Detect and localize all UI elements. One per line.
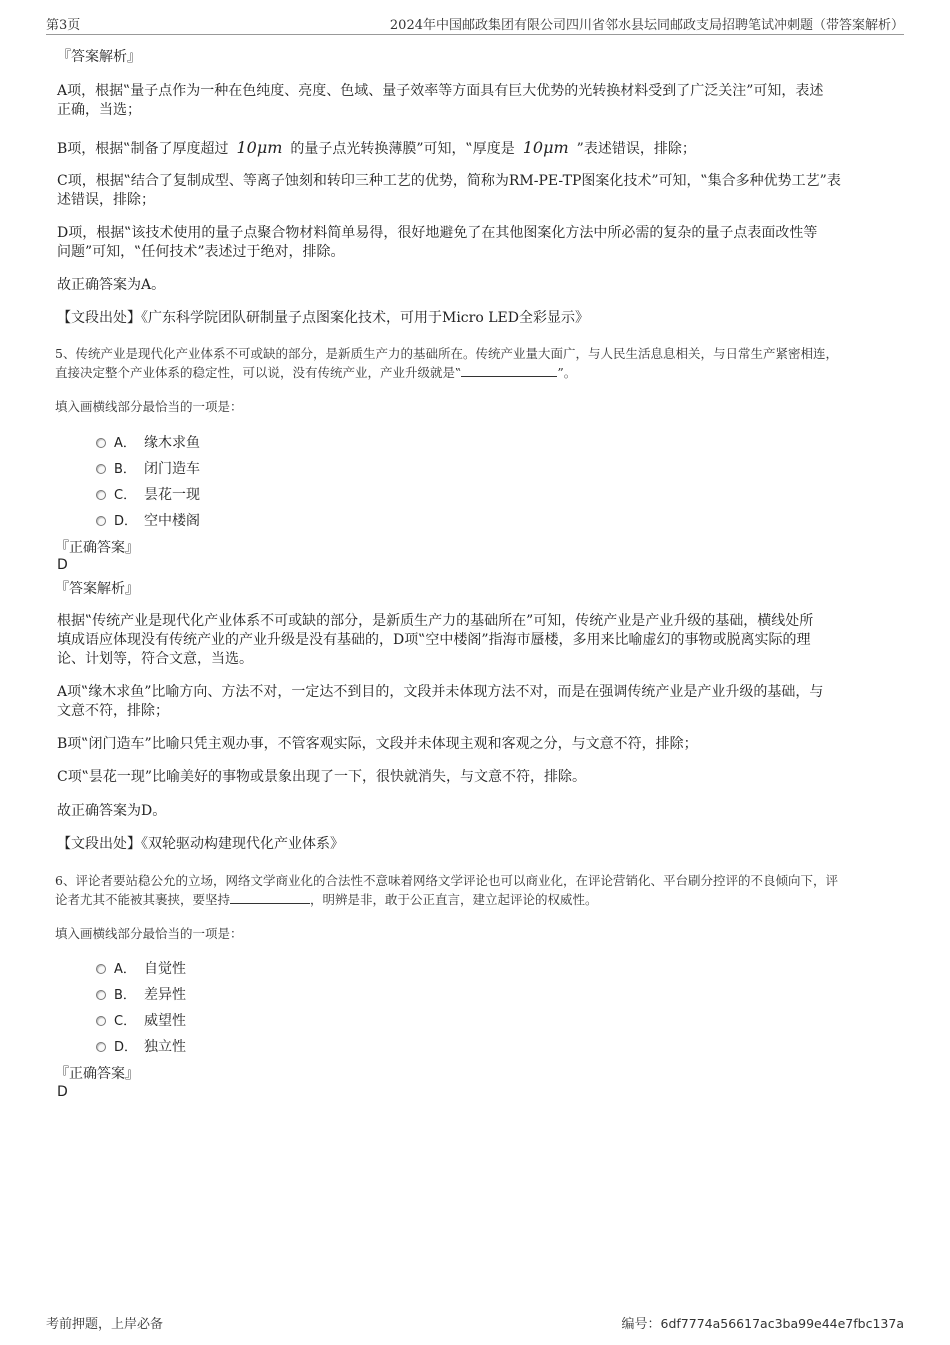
option-letter: C．: [114, 488, 137, 503]
radio-icon[interactable]: [96, 438, 106, 448]
footer-code-value: 6df7774a56617ac3ba99e44e7fbc137a: [660, 1316, 904, 1331]
q5-option-c[interactable]: [96, 486, 200, 505]
q5-question-line2: [55, 363, 900, 382]
q5-analysis-label: 『答案解析』: [55, 581, 139, 597]
q4-math-10um-2: 10μm: [522, 138, 569, 157]
option-letter: C．: [114, 1014, 137, 1029]
q5-correct-answer: D: [57, 557, 68, 573]
q5-analysis-main-line3: 论、计划等，符合文意，当选。: [57, 651, 253, 667]
q4-analysis-b-mid: 的量子点光转换薄膜”可知，‟厚度是: [290, 141, 515, 157]
q5-analysis-a: [57, 683, 897, 721]
q4-analysis-a: [57, 82, 897, 120]
q6-option-b[interactable]: [96, 986, 186, 1005]
q5-blank: [461, 364, 557, 377]
q4-analysis-label: 『答案解析』: [57, 49, 141, 65]
q6-option-a[interactable]: [96, 960, 186, 979]
option-text: 空中楼阁: [144, 513, 200, 529]
page-footer: [46, 1313, 904, 1331]
option-letter: B．: [114, 988, 136, 1003]
q4-analysis-c-line2: 述错误，排除；: [57, 192, 155, 208]
q6-option-c[interactable]: [96, 1012, 186, 1031]
footer-code-label: 编号：: [621, 1317, 661, 1332]
q4-analysis-c-line1: C项，根据‟结合了复制成型、等离子蚀刻和转印三种工艺的优势，简称为RM-PE-TP图案化技术”可知，‟集合多种优势工艺”表: [57, 173, 841, 189]
q5-question: [55, 344, 900, 382]
option-letter: D．: [114, 1040, 138, 1055]
q5-analysis-a-line2: 文意不符，排除；: [57, 703, 169, 719]
q4-analysis-a-line2: 正确，当选；: [57, 102, 141, 118]
q6-question: [55, 871, 900, 909]
q5-prompt: 填入画横线部分最恰当的一项是：: [55, 399, 243, 414]
q6-question-line1: 6、评论者要站稳公允的立场，网络文学商业化的合法性不意味着网络文学评论也可以商业化，在评论营销化、平台刷分控评的不良倾向下，评: [55, 873, 838, 888]
q5-source: 【文段出处】《双轮驱动构建现代化产业体系》: [57, 836, 344, 852]
q6-correct-answer: D: [57, 1084, 68, 1100]
q4-analysis-a-line1: A项，根据‟量子点作为一种在色纯度、亮度、色域、量子效率等方面具有巨大优势的光转换材料受到了广泛关注”可知，表述: [57, 83, 824, 99]
q5-option-b[interactable]: [96, 460, 200, 479]
q5-analysis-main: [57, 612, 897, 669]
q5-question-line2-post: ”。: [557, 365, 577, 380]
option-text: 差异性: [144, 987, 186, 1003]
radio-icon[interactable]: [96, 516, 106, 526]
q4-analysis-d: [57, 224, 897, 262]
q4-analysis-c: [57, 172, 897, 210]
radio-icon[interactable]: [96, 464, 106, 474]
q6-prompt: 填入画横线部分最恰当的一项是：: [55, 926, 243, 941]
q5-correct-label: 『正确答案』: [55, 540, 139, 556]
q4-source: 【文段出处】《广东科学院团队研制量子点图案化技术，可用于Micro LED全彩显示》: [57, 310, 589, 326]
q5-analysis-main-line1: 根据‟传统产业是现代化产业体系不可或缺的部分，是新质生产力的基础所在”可知，传统产业是产业升级的基础，横线处所: [57, 613, 814, 629]
q4-analysis-b: [57, 138, 897, 159]
option-text: 缘木求鱼: [144, 435, 200, 451]
option-letter: A．: [114, 436, 136, 451]
option-text: 闭门造车: [144, 461, 200, 477]
page-number: 第3页: [46, 18, 81, 33]
q4-analysis-d-line1: D项，根据‟该技术使用的量子点聚合物材料简单易得，很好地避免了在其他图案化方法中所必需的复杂的量子点表面改性等: [57, 225, 818, 241]
radio-icon[interactable]: [96, 490, 106, 500]
q5-question-line2-pre: 直接决定整个产业体系的稳定性，可以说，没有传统产业，产业升级就是‟: [55, 365, 462, 380]
radio-icon[interactable]: [96, 990, 106, 1000]
footer-slogan: 考前押题，上岸必备: [46, 1317, 164, 1332]
q4-analysis-b-pre: B项，根据‟制备了厚度超过: [57, 141, 229, 157]
q6-question-line2-pre: 论者尤其不能被其裹挟，要坚持: [55, 892, 231, 907]
q5-analysis-a-line1: A项‟缘木求鱼”比喻方向、方法不对，一定达不到目的，文段并未体现方法不对，而是在强调传统产业是产业升级的基础，与: [57, 684, 824, 700]
option-text: 昙花一现: [144, 487, 200, 503]
q5-analysis-b: B项‟闭门造车”比喻只凭主观办事，不管客观实际，文段并未体现主观和客观之分，与文意不符，排除；: [57, 736, 698, 752]
q5-question-line1: 5、传统产业是现代化产业体系不可或缺的部分，是新质生产力的基础所在。传统产业量大面广，与人民生活息息相关，与日常生产紧密相连，: [55, 346, 838, 361]
q5-analysis-c: C项‟昙花一现”比喻美好的事物或景象出现了一下，很快就消失，与文意不符，排除。: [57, 769, 587, 785]
q6-option-d[interactable]: [96, 1038, 186, 1057]
q4-math-10um-1: 10μm: [236, 138, 283, 157]
option-letter: B．: [114, 462, 136, 477]
q4-conclusion: 故正确答案为A。: [57, 277, 166, 293]
page-header: [46, 14, 904, 35]
document-title: 2024年中国邮政集团有限公司四川省邻水县坛同邮政支局招聘笔试冲刺题（带答案解析）: [389, 18, 904, 33]
q6-correct-label: 『正确答案』: [55, 1066, 139, 1082]
footer-code: [622, 1313, 905, 1332]
option-letter: D．: [114, 514, 138, 529]
q5-option-a[interactable]: [96, 434, 200, 453]
option-text: 自觉性: [144, 961, 186, 977]
option-letter: A．: [114, 962, 136, 977]
q5-analysis-main-line2: 填成语应体现没有传统产业的产业升级是没有基础的，D项‟空中楼阁”指海市蜃楼，多用来比喻虚幻的事物或脱离实际的理: [57, 632, 811, 648]
option-text: 独立性: [144, 1039, 186, 1055]
q6-question-line2-post: ，明辨是非，敢于公正直言，建立起评论的权威性。: [310, 892, 598, 907]
radio-icon[interactable]: [96, 964, 106, 974]
q6-blank: [230, 891, 310, 904]
q4-analysis-b-post: ”表述错误，排除；: [576, 141, 696, 157]
radio-icon[interactable]: [96, 1016, 106, 1026]
q6-question-line2: [55, 890, 900, 909]
q5-option-d[interactable]: [96, 512, 200, 531]
radio-icon[interactable]: [96, 1042, 106, 1052]
option-text: 威望性: [144, 1013, 186, 1029]
q4-analysis-d-line2: 问题”可知，‟任何技术”表述过于绝对，排除。: [57, 244, 345, 260]
q5-conclusion: 故正确答案为D。: [57, 803, 167, 819]
